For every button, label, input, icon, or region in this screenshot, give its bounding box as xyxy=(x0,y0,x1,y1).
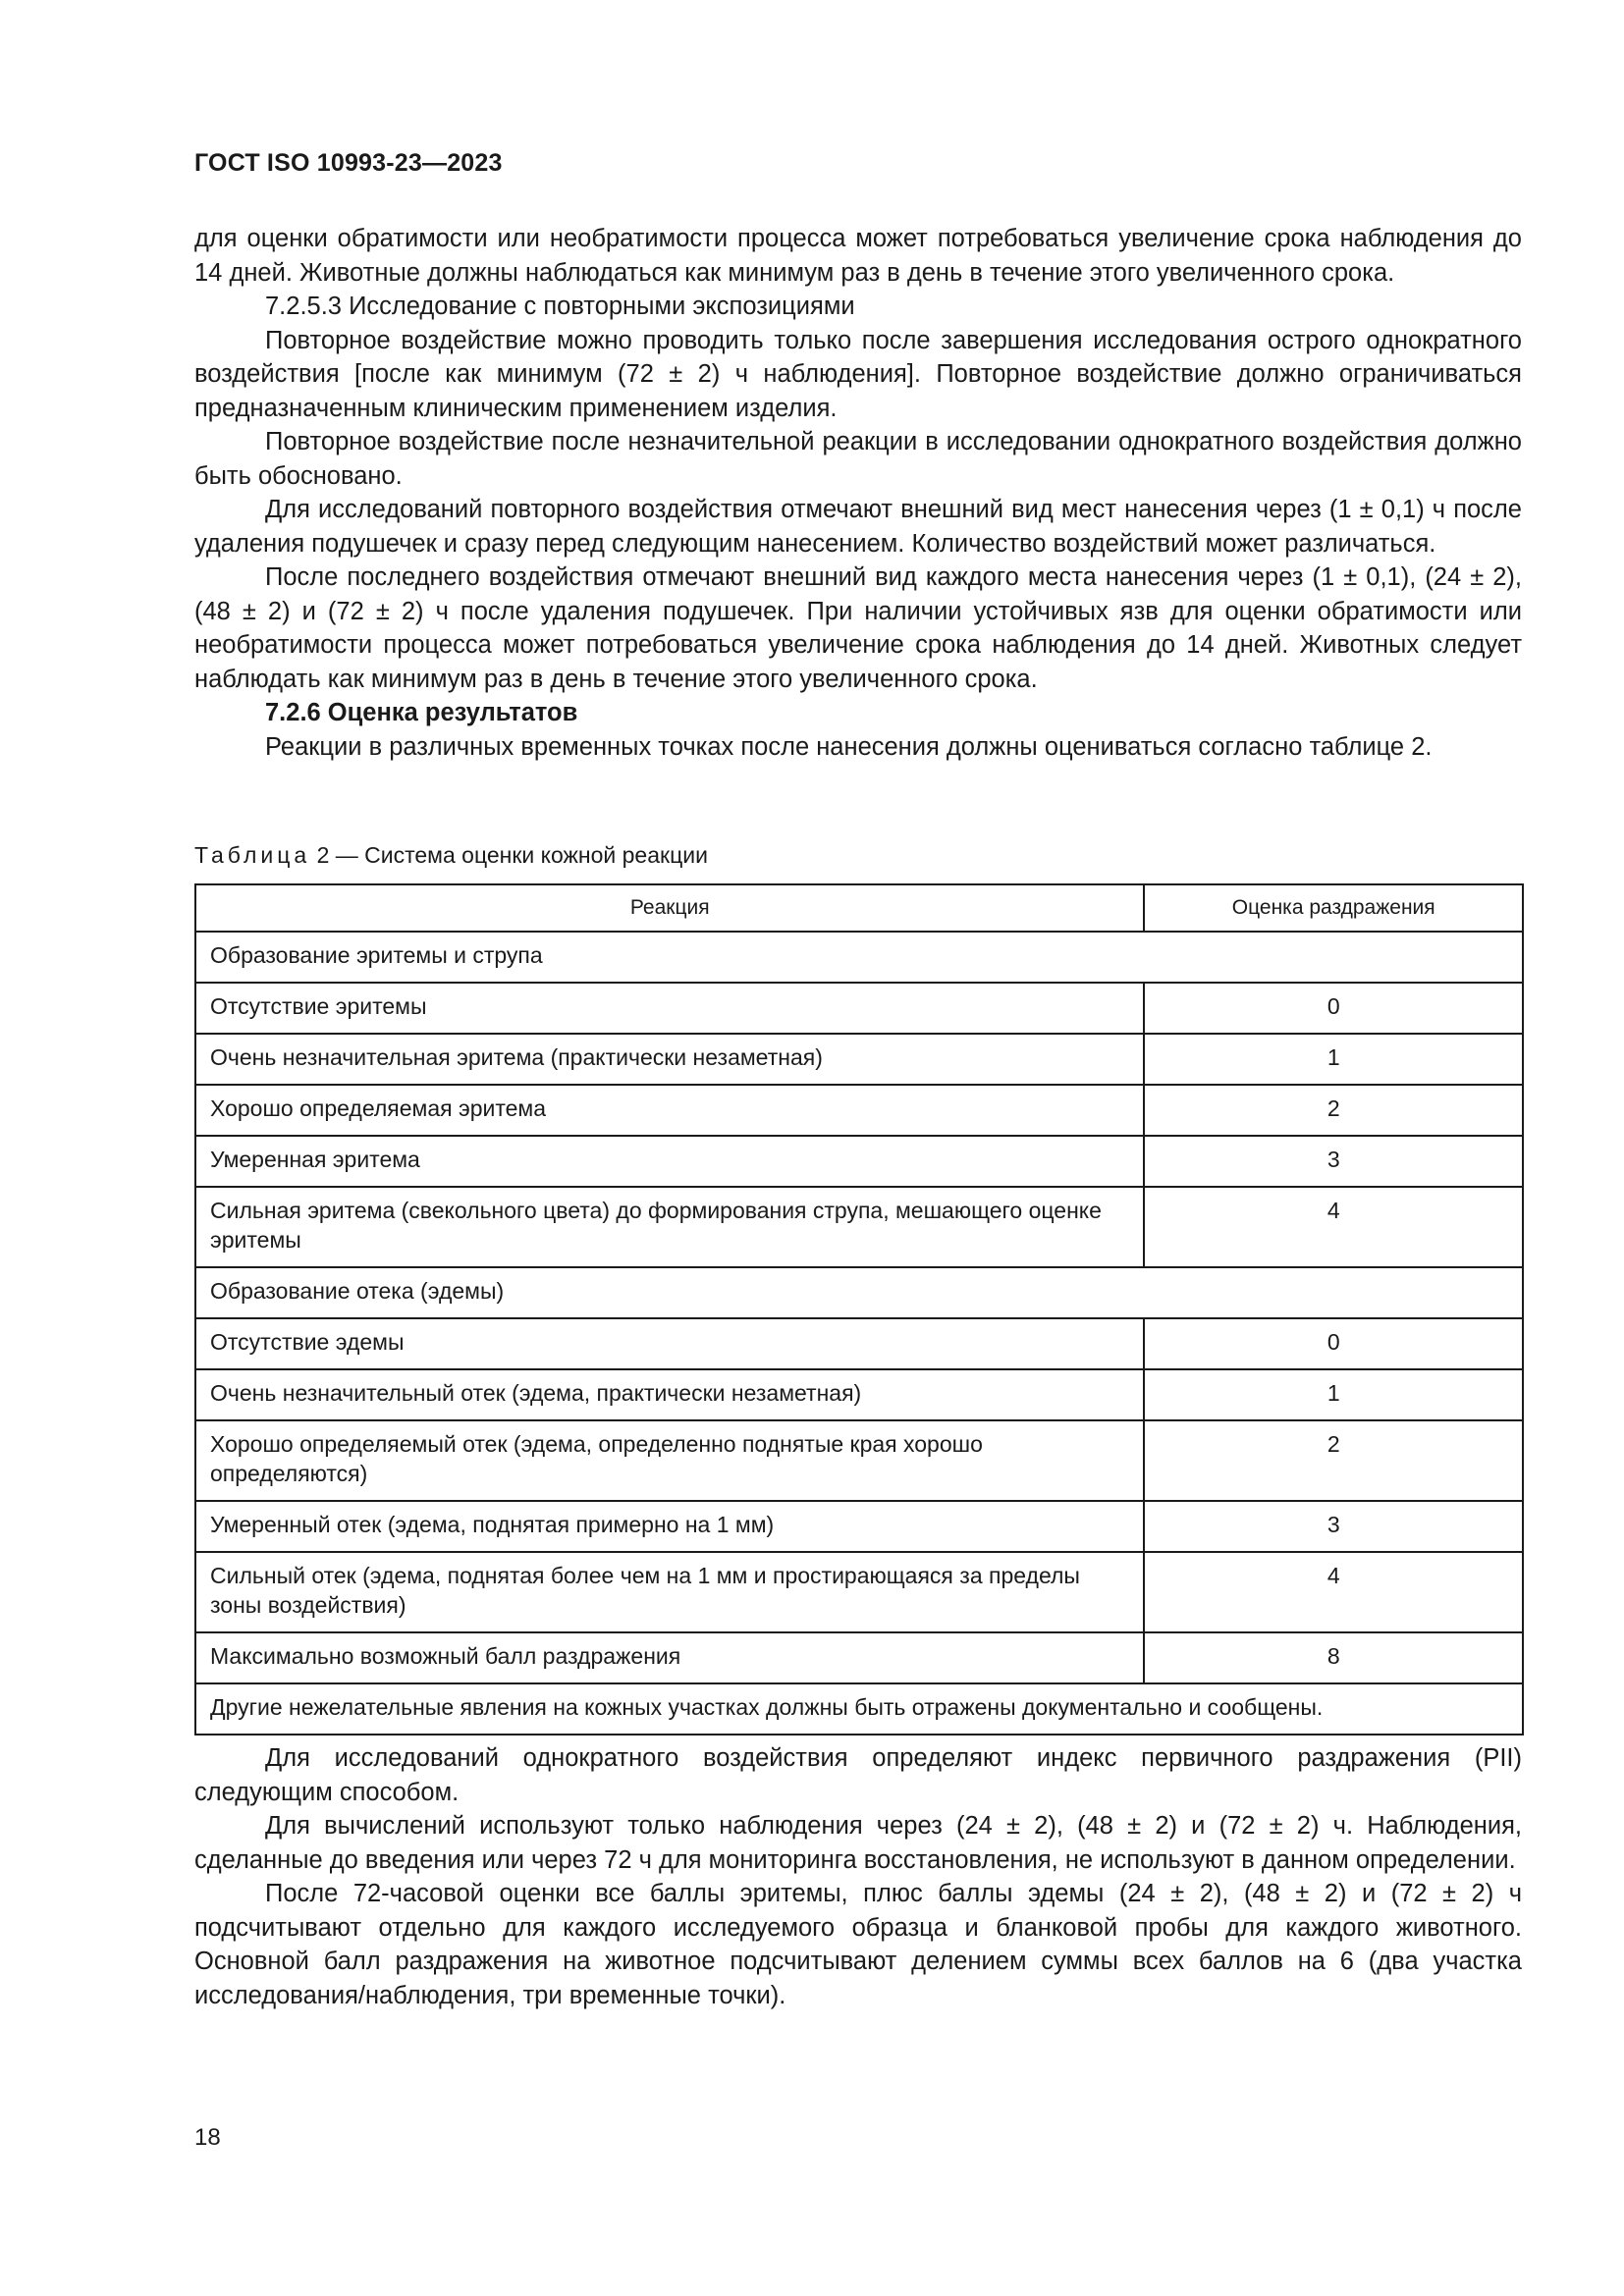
table-caption xyxy=(194,842,708,869)
paragraph: Реакции в различных временных точках после нанесения должны оцениваться согласно таблице 2. xyxy=(265,732,1433,761)
table-row xyxy=(195,983,1523,1034)
table-header-row xyxy=(195,884,1523,932)
reaction-cell: Максимально возможный балл раздражения xyxy=(195,1632,1144,1683)
paragraph: Повторное воздействие после незначительной реакции в исследовании однократного воздействия должно быть обосновано. xyxy=(194,428,1522,490)
body-text-bottom xyxy=(194,1741,1522,2012)
table-section-row xyxy=(195,1267,1523,1318)
table-row xyxy=(195,1552,1523,1632)
table-row xyxy=(195,1369,1523,1420)
irritation-scoring-table xyxy=(194,883,1524,1735)
section-heading: 7.2.5.3 Исследование с повторными экспозициями xyxy=(265,293,855,320)
table-row xyxy=(195,1136,1523,1187)
reaction-cell: Умеренная эритема xyxy=(195,1136,1144,1187)
table-caption-text: 2 — Система оценки кожной реакции xyxy=(310,842,708,868)
score-cell: 1 xyxy=(1144,1369,1523,1420)
paragraph: Для вычислений используют только наблюдения через (24 ± 2), (48 ± 2) и (72 ± 2) ч. Наблюдения, сделанные до введения или через 72 ч для мониторинга восстановления, не используют в данном определении. xyxy=(194,1812,1522,1874)
paragraph: После последнего воздействия отмечают внешний вид каждого места нанесения через (1 ± 0,1), (24 ± 2), (48 ± 2) и (72 ± 2) ч после удаления подушечек. При наличии устойчивых язв для оценки обратимости или необратимости процесса может потребоваться увеличение срока наблюдения до 14 дней. Животных следует наблюдать как минимум раз в день в течение этого увеличенного срока. xyxy=(194,563,1522,693)
paragraph: Для исследований повторного воздействия отмечают внешний вид мест нанесения через (1 ± 0,1) ч после удаления подушечек и сразу перед следующим нанесением. Количество воздействий может различаться. xyxy=(194,496,1522,558)
table-row xyxy=(195,1632,1523,1683)
score-cell: 1 xyxy=(1144,1034,1523,1085)
paragraph: После 72-часовой оценки все баллы эритемы, плюс баллы эдемы (24 ± 2), (48 ± 2) и (72 ± 2) ч подсчитывают отдельно для каждого исследуемого образца и бланковой пробы для каждого животного. Основной балл раздражения на животное подсчитывают делением суммы всех баллов на 6 (два участка исследования/наблюдения, три временные точки). xyxy=(194,1880,1522,2009)
paragraph: для оценки обратимости или необратимости процесса может потребоваться увеличение срока наблюдения до 14 дней. Животные должны наблюдаться как минимум раз в день в течение этого увеличенного срока. xyxy=(194,225,1522,287)
table-row xyxy=(195,1085,1523,1136)
score-cell: 2 xyxy=(1144,1420,1523,1501)
body-text-top xyxy=(194,222,1522,764)
score-cell: 4 xyxy=(1144,1187,1523,1267)
reaction-cell: Отсутствие эритемы xyxy=(195,983,1144,1034)
score-cell: 8 xyxy=(1144,1632,1523,1683)
table-row xyxy=(195,1420,1523,1501)
reaction-cell: Очень незначительная эритема (практически незаметная) xyxy=(195,1034,1144,1085)
score-cell: 4 xyxy=(1144,1552,1523,1632)
score-cell: 0 xyxy=(1144,1318,1523,1369)
page-number: 18 xyxy=(194,2124,221,2151)
table-note: Другие нежелательные явления на кожных участках должны быть отражены документально и сообщены. xyxy=(195,1683,1523,1735)
score-cell: 0 xyxy=(1144,983,1523,1034)
paragraph: Повторное воздействие можно проводить только после завершения исследования острого однократного воздействия [после как минимум (72 ± 2) ч наблюдения]. Повторное воздействие должно ограничиваться предназначенным клиническим применением изделия. xyxy=(194,326,1522,422)
reaction-cell: Сильная эритема (свекольного цвета) до формирования струпа, мешающего оценке эритемы xyxy=(195,1187,1144,1267)
table-row xyxy=(195,1318,1523,1369)
column-header-reaction: Реакция xyxy=(195,884,1144,932)
reaction-cell: Очень незначительный отек (эдема, практически незаметная) xyxy=(195,1369,1144,1420)
reaction-cell: Отсутствие эдемы xyxy=(195,1318,1144,1369)
reaction-cell: Хорошо определяемый отек (эдема, определенно поднятые края хорошо определяются) xyxy=(195,1420,1144,1501)
section-edema: Образование отека (эдемы) xyxy=(195,1267,1523,1318)
reaction-cell: Умеренный отек (эдема, поднятая примерно на 1 мм) xyxy=(195,1501,1144,1552)
column-header-score: Оценка раздражения xyxy=(1144,884,1523,932)
reaction-cell: Сильный отек (эдема, поднятая более чем на 1 мм и простирающаяся за пределы зоны воздействия) xyxy=(195,1552,1144,1632)
document-header: ГОСТ ISO 10993-23—2023 xyxy=(194,149,503,177)
table-row xyxy=(195,1187,1523,1267)
table-row xyxy=(195,1034,1523,1085)
section-erythema: Образование эритемы и струпа xyxy=(195,932,1523,983)
table-note-row xyxy=(195,1683,1523,1735)
table-section-row xyxy=(195,932,1523,983)
table-row xyxy=(195,1501,1523,1552)
score-cell: 3 xyxy=(1144,1136,1523,1187)
section-heading-bold: 7.2.6 Оценка результатов xyxy=(265,699,578,726)
score-cell: 3 xyxy=(1144,1501,1523,1552)
table-caption-label: Таблица xyxy=(194,842,311,868)
paragraph: Для исследований однократного воздействия определяют индекс первичного раздражения (PII) следующим способом. xyxy=(194,1744,1522,1806)
score-cell: 2 xyxy=(1144,1085,1523,1136)
reaction-cell: Хорошо определяемая эритема xyxy=(195,1085,1144,1136)
